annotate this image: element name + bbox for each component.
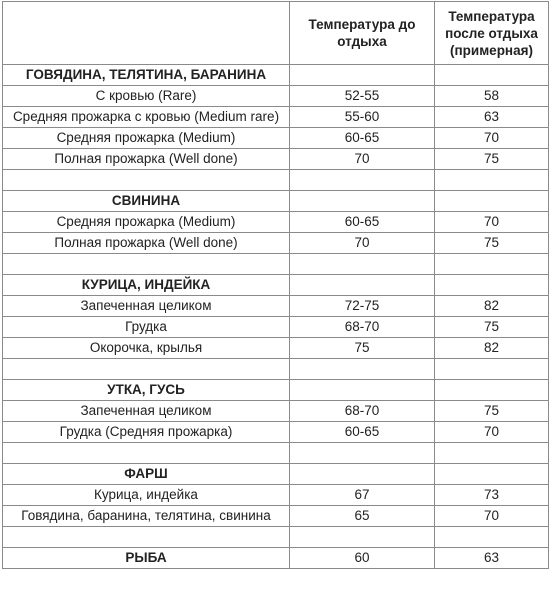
cell-after: 63 [435, 107, 549, 128]
empty-cell [290, 464, 435, 485]
section-title: ГОВЯДИНА, ТЕЛЯТИНА, БАРАНИНА [3, 65, 290, 86]
cell-after: 70 [435, 506, 549, 527]
cell-name: Курица, индейка [3, 485, 290, 506]
cell-before: 70 [290, 149, 435, 170]
header-cell-temp-after: Температура после отдыха (примерная) [435, 2, 549, 65]
cell-after: 75 [435, 401, 549, 422]
fish-row [3, 548, 549, 569]
section-header-row [3, 380, 549, 401]
table-row [3, 212, 549, 233]
empty-cell [290, 527, 435, 548]
cell-name: Окорочка, крылья [3, 338, 290, 359]
cell-after: 58 [435, 86, 549, 107]
table-row [3, 128, 549, 149]
section-header-row [3, 191, 549, 212]
cell-before: 65 [290, 506, 435, 527]
empty-cell [435, 275, 549, 296]
empty-cell [290, 65, 435, 86]
table-row [3, 107, 549, 128]
empty-cell [3, 359, 290, 380]
table-row [3, 485, 549, 506]
cell-before: 55-60 [290, 107, 435, 128]
empty-cell [3, 170, 290, 191]
spacer-row [3, 359, 549, 380]
cell-before: 68-70 [290, 401, 435, 422]
cell-after: 82 [435, 338, 549, 359]
spacer-row [3, 170, 549, 191]
table-row [3, 401, 549, 422]
empty-cell [435, 380, 549, 401]
cell-name: Средняя прожарка с кровью (Medium rare) [3, 107, 290, 128]
table-row [3, 149, 549, 170]
section-header-row [3, 65, 549, 86]
cell-before: 72-75 [290, 296, 435, 317]
section-title: КУРИЦА, ИНДЕЙКА [3, 275, 290, 296]
section-header-row [3, 464, 549, 485]
cell-after: 70 [435, 128, 549, 149]
cell-name: Средняя прожарка (Medium) [3, 212, 290, 233]
empty-cell [435, 464, 549, 485]
empty-cell [290, 254, 435, 275]
cell-before: 67 [290, 485, 435, 506]
cell-after: 75 [435, 233, 549, 254]
spacer-row [3, 443, 549, 464]
cell-after: 75 [435, 149, 549, 170]
header-row [3, 2, 549, 65]
empty-cell [290, 170, 435, 191]
cell-before: 68-70 [290, 317, 435, 338]
table-row [3, 317, 549, 338]
cell-name: Говядина, баранина, телятина, свинина [3, 506, 290, 527]
empty-cell [3, 443, 290, 464]
spacer-row [3, 254, 549, 275]
empty-cell [435, 443, 549, 464]
table-row [3, 296, 549, 317]
table-row [3, 422, 549, 443]
section-title: СВИНИНА [3, 191, 290, 212]
cell-name: Запеченная целиком [3, 296, 290, 317]
table-row [3, 506, 549, 527]
cell-before: 52-55 [290, 86, 435, 107]
cell-before: 60-65 [290, 422, 435, 443]
cell-after: 70 [435, 422, 549, 443]
empty-cell [435, 191, 549, 212]
cell-name: Грудка [3, 317, 290, 338]
header-cell-temp-before: Температура до отдыха [290, 2, 435, 65]
cell-before: 75 [290, 338, 435, 359]
cell-before: 60 [290, 548, 435, 569]
cell-name: Грудка (Средняя прожарка) [3, 422, 290, 443]
cell-name: Полная прожарка (Well done) [3, 149, 290, 170]
cell-before: 70 [290, 233, 435, 254]
empty-cell [3, 254, 290, 275]
table-row [3, 233, 549, 254]
empty-cell [435, 65, 549, 86]
empty-cell [435, 527, 549, 548]
cell-after: 82 [435, 296, 549, 317]
empty-cell [290, 443, 435, 464]
section-title: РЫБА [3, 548, 290, 569]
cell-name: Полная прожарка (Well done) [3, 233, 290, 254]
empty-cell [290, 359, 435, 380]
table-row [3, 338, 549, 359]
empty-cell [435, 359, 549, 380]
empty-cell [435, 254, 549, 275]
cell-after: 73 [435, 485, 549, 506]
header-cell-product [3, 2, 290, 65]
cell-after: 75 [435, 317, 549, 338]
cell-name: Средняя прожарка (Medium) [3, 128, 290, 149]
cell-after: 70 [435, 212, 549, 233]
section-header-row [3, 275, 549, 296]
table-body [3, 2, 549, 569]
cell-after: 63 [435, 548, 549, 569]
table-row [3, 86, 549, 107]
cell-name: С кровью (Rare) [3, 86, 290, 107]
spacer-row [3, 527, 549, 548]
empty-cell [435, 170, 549, 191]
section-title: УТКА, ГУСЬ [3, 380, 290, 401]
empty-cell [290, 191, 435, 212]
cell-before: 60-65 [290, 212, 435, 233]
cell-before: 60-65 [290, 128, 435, 149]
empty-cell [3, 527, 290, 548]
empty-cell [290, 380, 435, 401]
temperature-table [2, 1, 549, 569]
empty-cell [290, 275, 435, 296]
cell-name: Запеченная целиком [3, 401, 290, 422]
section-title: ФАРШ [3, 464, 290, 485]
